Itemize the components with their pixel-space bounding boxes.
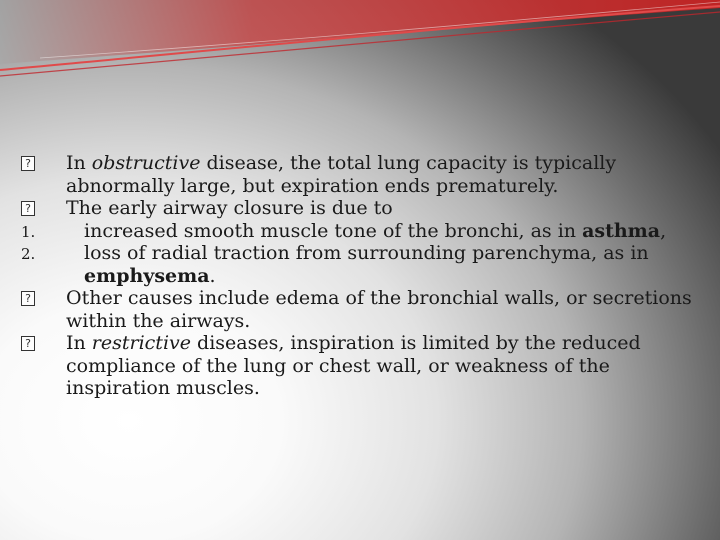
text-run: In [66, 332, 92, 354]
term-obstructive: obstructive [91, 152, 201, 174]
replacement-char-icon [21, 201, 35, 216]
replacement-char-icon [21, 336, 35, 351]
text-run: increased smooth muscle tone of the bronchi, as in [84, 219, 583, 242]
term-emphysema: emphysema [84, 264, 210, 287]
term-restrictive: restrictive [91, 332, 191, 354]
bullet-obstructive [42, 152, 692, 197]
bullet-restrictive [42, 332, 692, 400]
numbered-item-2 [21, 242, 692, 287]
text-run: Other causes include edema of the bronchial walls, or secretions within the airways. [66, 287, 692, 332]
replacement-char-icon [21, 291, 35, 306]
text-run: disease, the total lung capacity is typically abnormally large, but expiration ends prematurely. [66, 152, 617, 197]
text-run: diseases, inspiration is limited by the reduced compliance of the lung or chest wall, or weakness of the inspiration muscles. [66, 332, 641, 399]
slide-body [21, 152, 692, 400]
item-number: 2. [21, 245, 36, 263]
text-run: loss of radial traction from surrounding parenchyma, as in [84, 242, 649, 264]
bullet-airway-closure [42, 197, 692, 220]
decorative-swoosh [0, 0, 720, 80]
replacement-char-icon [21, 156, 35, 171]
bullet-other-causes [42, 287, 692, 332]
text-run: . [209, 264, 216, 287]
term-asthma: asthma [582, 219, 661, 242]
text-run: The early airway closure is due to [66, 197, 393, 219]
numbered-item-1 [21, 219, 692, 243]
item-number: 1. [21, 222, 36, 241]
text-run: , [660, 219, 667, 242]
text-run: In [66, 152, 92, 174]
